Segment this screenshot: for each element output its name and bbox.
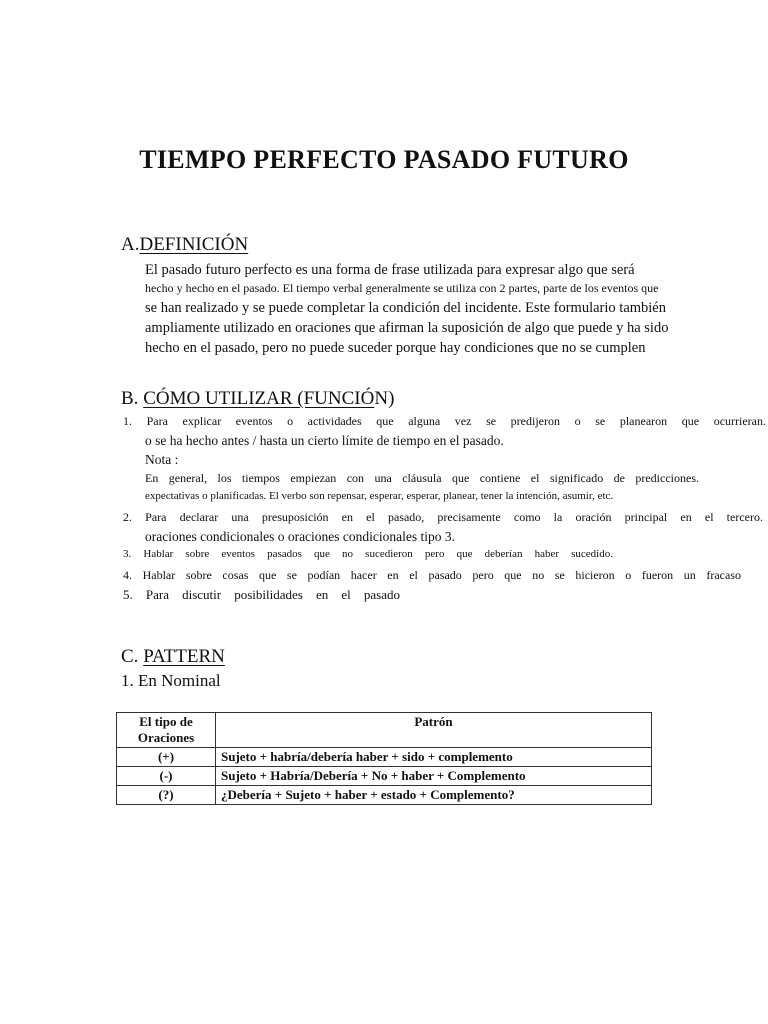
table-row: [117, 748, 652, 767]
definition-line-4: ampliamente utilizado en oraciones que afirman la suposición de algo que puede y ha sido: [145, 320, 669, 336]
usage-item-3: 3. Hablar sobre eventos pasados que no sucedieron pero que deberían haber sucedido.: [123, 548, 613, 560]
section-b-label: CÓMO UTILIZAR (FUNCIÓ: [143, 388, 375, 409]
type-header-line-2: Oraciones: [137, 730, 195, 745]
definition-line-3: se han realizado y se puede completar la condición del incidente. Este formulario también: [145, 300, 666, 316]
type-column-header: [117, 713, 216, 748]
section-c-label: PATTERN: [143, 646, 225, 667]
usage-item-5: 5. Para discutir posibilidades en el pasado: [123, 587, 400, 602]
section-c-heading: [121, 646, 225, 668]
table-row: [117, 786, 652, 805]
usage-item-1-line-2: o se ha hecho antes / hasta un cierto límite de tiempo en el pasado.: [145, 433, 504, 448]
table-row: [117, 767, 652, 786]
note-line-1: En general, los tiempos empiezan con una cláusula que contiene el significado de predicciones.: [145, 471, 699, 485]
section-a-heading: [121, 234, 248, 256]
pattern-column-header: Patrón: [216, 713, 652, 748]
pattern-table: [116, 712, 652, 805]
type-header-line-1: El tipo de: [139, 714, 193, 729]
sentence-type-cell: (-): [117, 767, 216, 786]
pattern-cell: ¿Debería + Sujeto + haber + estado + Complemento?: [216, 786, 652, 805]
usage-item-2-line-2: oraciones condicionales o oraciones condicionales tipo 3.: [145, 529, 456, 544]
definition-line-1: El pasado futuro perfecto es una forma de frase utilizada para expresar algo que será: [145, 262, 635, 278]
definition-line-2: hecho y hecho en el pasado. El tiempo verbal generalmente se utiliza con 2 partes, parte de los eventos que: [145, 281, 659, 295]
definition-line-5: hecho en el pasado, pero no puede suceder porque hay condiciones que no se cumplen: [145, 340, 646, 356]
section-c-prefix: C.: [121, 646, 144, 667]
note-label: Nota :: [145, 452, 179, 467]
usage-item-4: 4. Hablar sobre cosas que se podían hacer en el pasado pero que no se hicieron o fueron un fracaso: [123, 568, 741, 582]
sentence-type-cell: (+): [117, 748, 216, 767]
page-title: TIEMPO PERFECTO PASADO FUTURO: [139, 145, 629, 174]
section-a-prefix: A.: [121, 234, 140, 255]
section-b-heading: [121, 388, 394, 410]
section-a-label: DEFINICIÓN: [139, 234, 249, 255]
sentence-type-cell: (?): [117, 786, 216, 805]
section-b-suffix: N): [374, 388, 395, 409]
usage-item-2-line-1: 2. Para declarar una presuposición en el pasado, precisamente como la oración principal en el tercero.: [123, 510, 763, 524]
pattern-subheading: 1. En Nominal: [121, 671, 221, 690]
table-header-row: [117, 713, 652, 748]
pattern-cell: Sujeto + Habría/Debería + No + haber + Complemento: [216, 767, 652, 786]
section-b-prefix: B.: [121, 388, 144, 409]
usage-item-1-line-1: 1. Para explicar eventos o actividades que alguna vez se predijeron o se planearon que ocurrieran.: [123, 414, 766, 428]
pattern-cell: Sujeto + habría/debería haber + sido + complemento: [216, 748, 652, 767]
note-line-2: expectativas o planificadas. El verbo son repensar, esperar, esperar, planear, tener la intención, asumir, etc.: [145, 490, 614, 502]
